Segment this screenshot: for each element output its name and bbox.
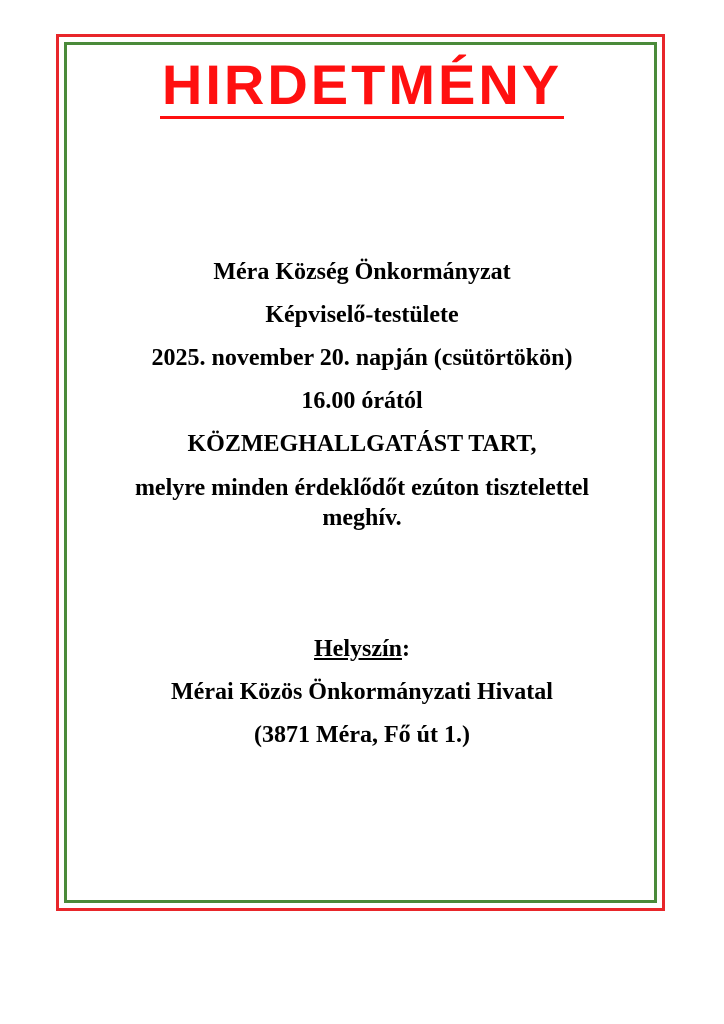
location-colon: :: [402, 636, 410, 662]
notice-title-text: HIRDETMÉNY: [160, 54, 564, 119]
notice-title: [0, 52, 724, 119]
body-line-municipality: Méra Község Önkormányzat: [213, 259, 511, 285]
body-line-hearing: KÖZMEGHALLGATÁST TART,: [187, 431, 537, 457]
body-line-time: 16.00 órától: [301, 388, 423, 414]
location-address: (3871 Méra, Fő út 1.): [254, 722, 470, 748]
location-office: Mérai Közös Önkormányzati Hivatal: [171, 679, 553, 705]
location-label: Helyszín: [314, 636, 402, 662]
body-line-invitation: melyre minden érdeklődőt ezúton tisztelettel: [134, 475, 590, 501]
body-line-date: 2025. november 20. napján (csütörtökön): [151, 345, 573, 371]
body-line-council: Képviselő-testülete: [265, 302, 459, 328]
location-heading: [64, 634, 660, 664]
body-line-invitation-end: meghív.: [322, 505, 402, 531]
